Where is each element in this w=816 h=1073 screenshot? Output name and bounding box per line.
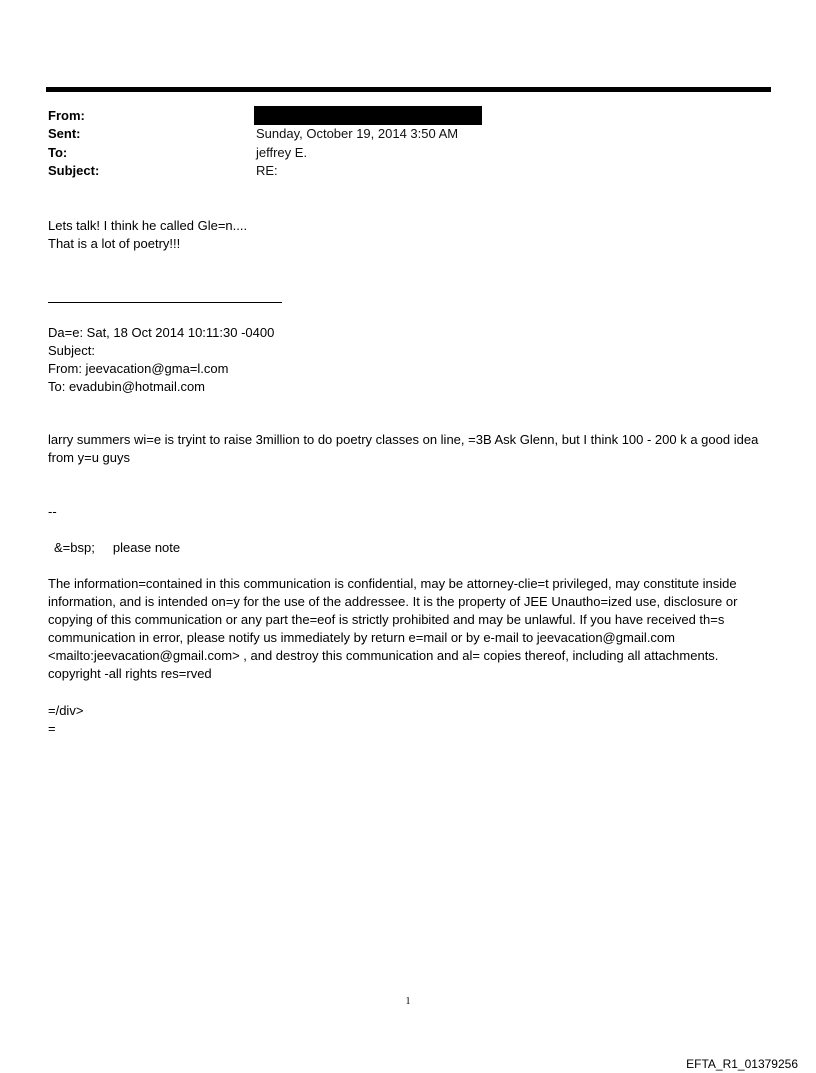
sent-value: Sunday, October 19, 2014 3:50 AM [256, 126, 459, 141]
quoted-subject: Subject: [48, 343, 95, 358]
to-value: jeffrey E. [256, 145, 308, 160]
from-label: From: [48, 108, 85, 123]
page-number: 1 [405, 996, 411, 1007]
redaction-bar [254, 106, 482, 125]
signature-note: &=bsp; please note [54, 540, 181, 555]
subject-label: Subject: [48, 163, 100, 178]
quoted-body: larry summers wi=e is tryint to raise 3million to do poetry classes on line, =3B Ask Glenn, but I think 100 - 200 k a good idea from y=u guys [48, 432, 759, 465]
document-id: EFTA_R1_01379256 [686, 1057, 798, 1071]
disclaimer-text: The information=contained in this communication is confidential, may be attorney-clie=t privileged, may constitute inside information, and is intended on=y for the use of the addressee. It is the property of JEE Unautho=ized use, disclosure or copying of this communication or any part the=eof is strictly prohibited and may be unlawful. If you have received th=s communication in error, please notify us immediately by return e=mail or by e-mail to jeevacation@gmail.com <mailto:jeevacation@gmail.com> , and destroy this communication and al= copies thereof, including all attachments. copyright -all rights res=rved [48, 576, 738, 681]
quoted-from: From: jeevacation@gma=l.com [48, 361, 229, 376]
quoted-to: To: evadubin@hotmail.com [48, 379, 205, 394]
separator-rule [48, 302, 282, 303]
sent-label: Sent: [48, 126, 81, 141]
to-label: To: [48, 145, 68, 160]
quoted-date: Da=e: Sat, 18 Oct 2014 10:11:30 -0400 [48, 325, 275, 340]
trailer-line-2: = [48, 721, 56, 736]
reply-line-1: Lets talk! I think he called Gle=n.... [48, 218, 248, 233]
top-rule [46, 87, 771, 92]
trailer-line-1: =/div> [48, 703, 84, 718]
subject-value: RE: [256, 163, 278, 178]
signature-dashes: -- [48, 504, 57, 519]
reply-line-2: That is a lot of poetry!!! [48, 236, 181, 251]
